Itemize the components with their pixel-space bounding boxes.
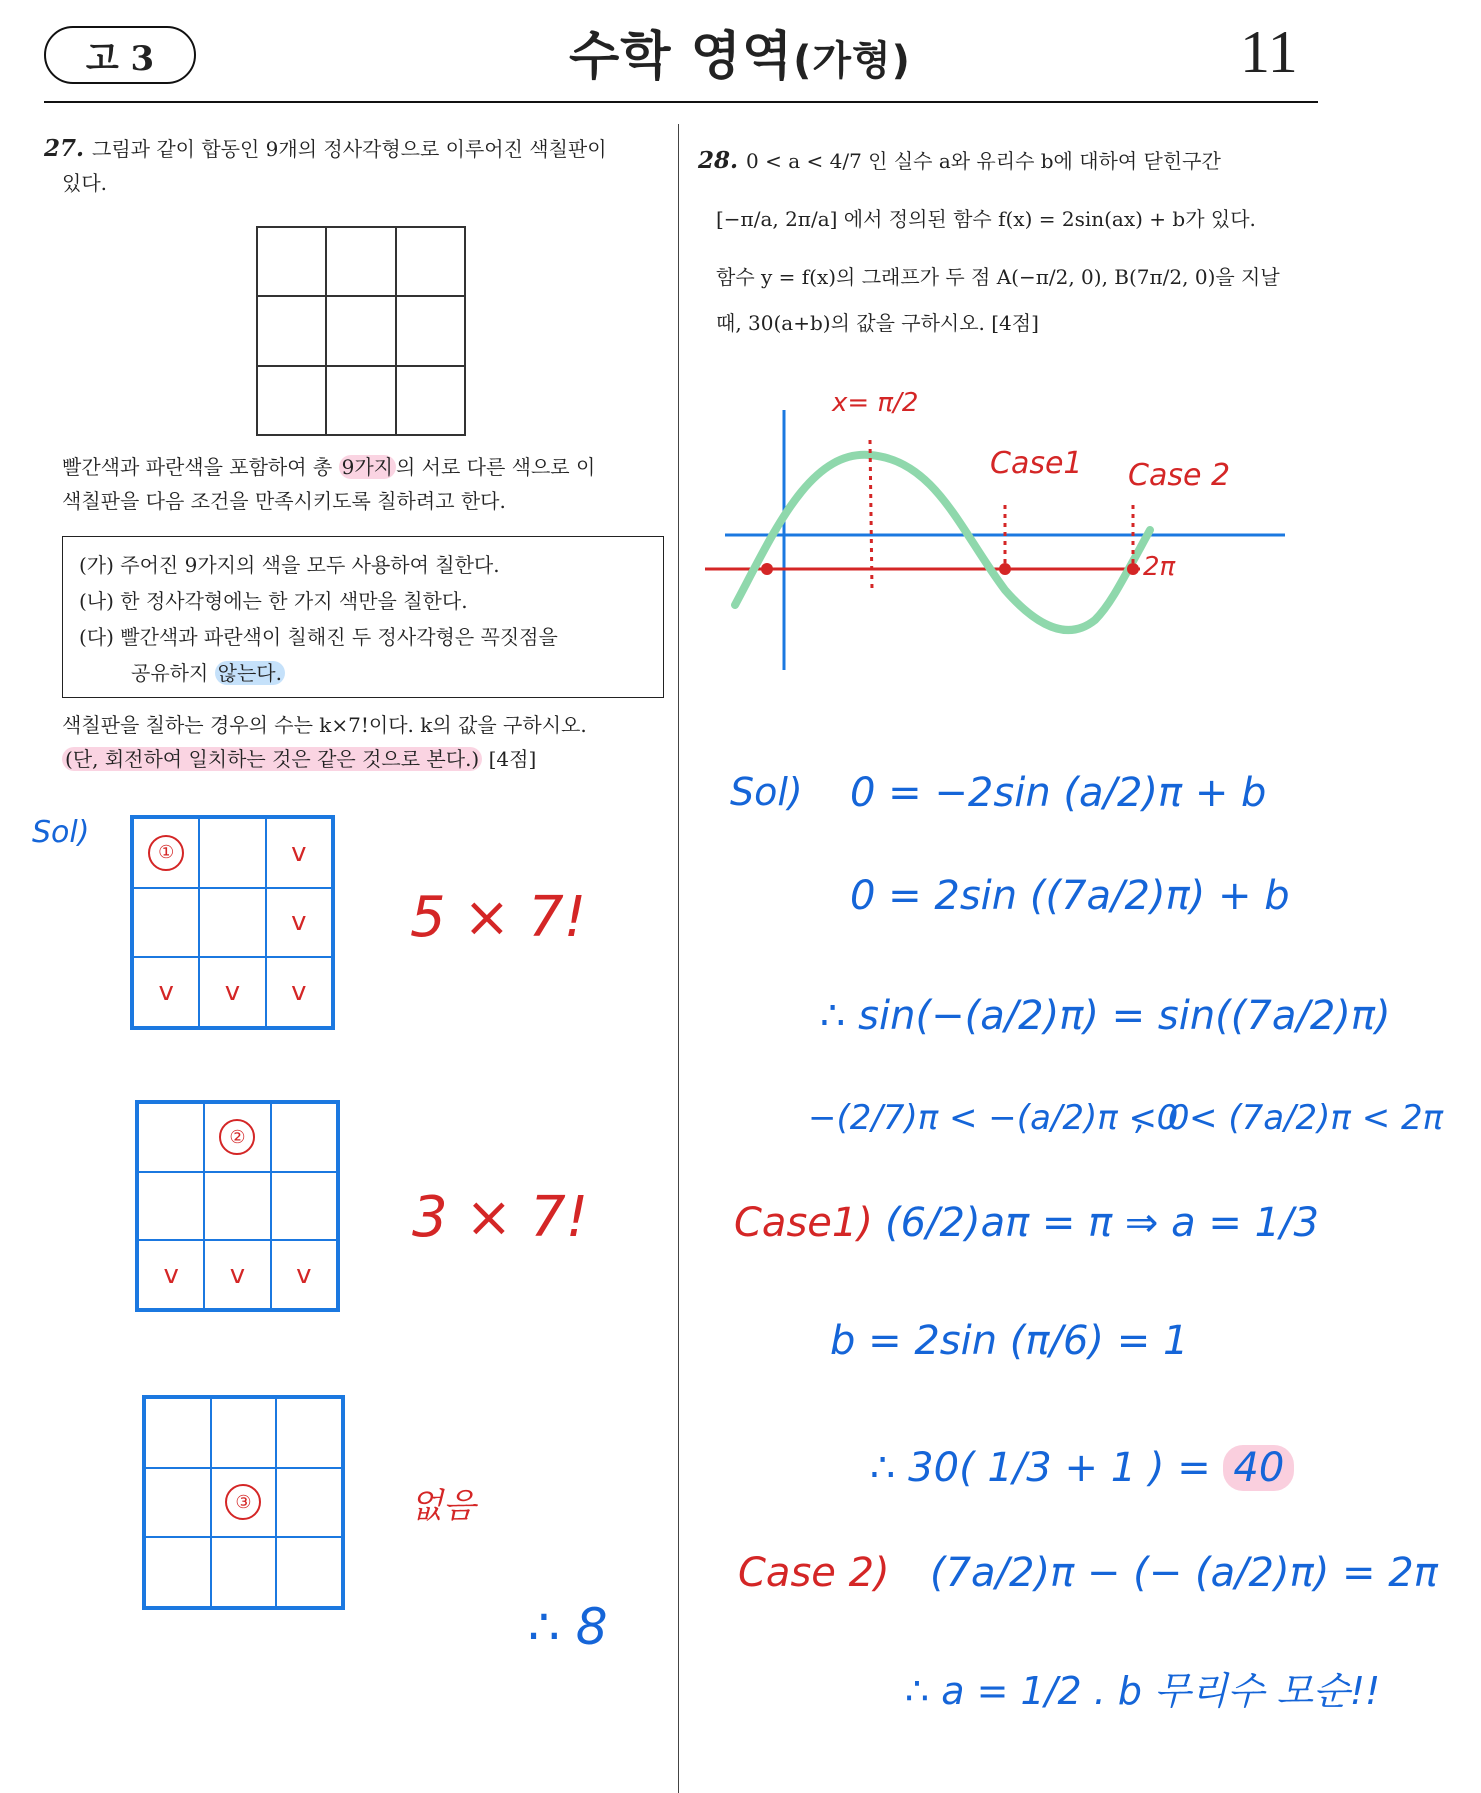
condition-ga: (가) 주어진 9가지의 색을 모두 사용하여 칠한다.	[79, 553, 500, 577]
q27-question: 색칠판을 칠하는 경우의 수는 k×7!이다. k의 값을 구하시오. (단, 회전하여 일치하는 것은 같은 것으로 본다.) [4점]	[62, 713, 587, 771]
q27-board-figure	[256, 226, 466, 436]
sol28-line-2: 0 = 2sin ((7a/2)π) + b	[850, 873, 1290, 919]
page-number: 11	[1240, 19, 1298, 85]
sol27-result-1: 5 × 7!	[410, 885, 587, 950]
point-a	[761, 563, 773, 575]
sol27-label: Sol)	[32, 815, 90, 850]
sol28-case2-eq: (7a/2)π − (− (a/2)π) = 2π	[930, 1550, 1438, 1596]
sol27-result-3: 없음	[410, 1486, 476, 1526]
sol27-result-2: 3 × 7!	[412, 1185, 589, 1250]
q27-intro: 27. 그림과 같이 합동인 9개의 정사각형으로 이루어진 색칠판이 있다.	[44, 135, 607, 195]
sol27-answer: ∴ 8	[528, 1598, 608, 1656]
sol28-case2-result: ∴ a = 1/2 . b 무리수 모순!!	[905, 1669, 1381, 1713]
sol28-case2-label: Case 2)	[738, 1550, 890, 1596]
sketch-label-pi-over-2: x= π/2	[832, 388, 919, 418]
header-rule	[44, 101, 1318, 103]
q28-text: 28. 0 < a < 4/7 인 실수 a와 유리수 b에 대하여 닫힌구간 [−π/a, 2π/a] 에서 정의된 함수 f(x) = 2sin(ax) + b가 있다. 함수 y = f(x)의 그래프가 두 점 A(−π/2, 0), B(7π/2, 0)을 지날 때, 30(a+b)의 값을 구하시오. [4점]	[698, 147, 1280, 335]
sketch-label-case2: Case 2	[1128, 458, 1231, 493]
dashed-line-pi-over-2	[870, 440, 872, 590]
sol28-final-answer: 40	[1223, 1445, 1294, 1491]
sine-sketch	[700, 380, 1300, 680]
column-divider	[678, 124, 679, 1793]
sol28-line-3: ∴ sin(−(a/2)π) = sin((7a/2)π)	[820, 993, 1391, 1039]
q27-conditions-box: (가) 주어진 9가지의 색을 모두 사용하여 칠한다. (나) 한 정사각형에는 한 가지 색만을 칠한다. (다) 빨간색과 파란색이 칠해진 두 정사각형은 꼭짓점을 공유하지 않는다.	[62, 536, 664, 698]
sine-curve	[735, 455, 1150, 630]
sol28-line-4b: , 0 < (7a/2)π < 2π	[1135, 1098, 1444, 1138]
q27-body: 빨간색과 파란색을 포함하여 총 9가지 의 서로 다른 색으로 이 색칠판을 다음 조건을 만족시키도록 칠하려고 한다.	[62, 455, 596, 513]
sol28-b-eq: b = 2sin (π/6) = 1	[830, 1318, 1189, 1364]
sol27-grid-3: ③	[142, 1395, 345, 1610]
sol28-case1-label: Case1)	[734, 1200, 873, 1246]
sol28-label: Sol)	[730, 770, 803, 814]
sol28-line-4a: −(2/7)π < −(a/2)π < 0	[808, 1098, 1190, 1138]
grade-badge: 고 3	[44, 26, 196, 84]
exam-title: 수학 영역(가형)	[569, 27, 911, 87]
sol27-grid-2: ② v v v	[135, 1100, 340, 1312]
sol28-line-1: 0 = −2sin (a/2)π + b	[850, 770, 1267, 816]
condition-na: (나) 한 정사각형에는 한 가지 색만을 칠한다.	[79, 589, 468, 613]
sketch-label-2pi: 2π	[1143, 552, 1176, 582]
point-case2	[1127, 563, 1139, 575]
highlight-not-share: 않는다.	[215, 661, 285, 685]
highlight-nine-colors: 9가지	[339, 455, 396, 479]
sol28-answer-eq: ∴ 30( 1/3 + 1 ) = 40	[870, 1445, 1294, 1491]
sol28-case1-eq: (6/2)aπ = π ⇒ a = 1/3	[885, 1200, 1319, 1246]
point-case1	[999, 563, 1011, 575]
condition-da: (다) 빨간색과 파란색이 칠해진 두 정사각형은 꼭짓점을	[79, 625, 558, 649]
highlight-rotation-note: (단, 회전하여 일치하는 것은 같은 것으로 본다.)	[62, 747, 482, 771]
sol27-grid-1: ① v v v v v	[130, 815, 335, 1030]
sketch-label-case1: Case1	[990, 446, 1083, 481]
